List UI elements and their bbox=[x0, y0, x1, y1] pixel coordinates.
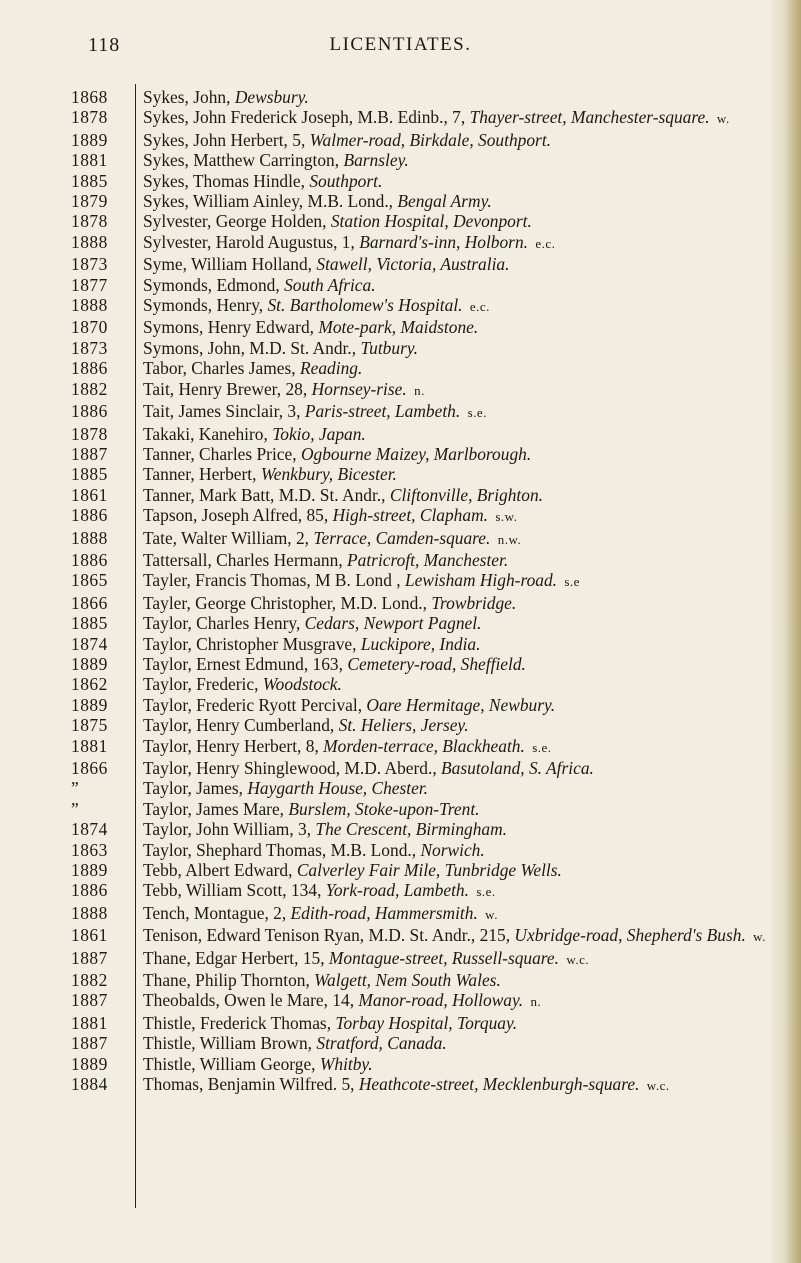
list-item bbox=[0, 948, 790, 970]
entry-district: n. bbox=[530, 994, 542, 1010]
entry-address: Manor-road, Holloway. bbox=[358, 990, 524, 1011]
entry-address: Southport. bbox=[309, 170, 383, 191]
entry-name: Tattersall, Charles Hermann, bbox=[143, 549, 343, 570]
entry-name: Taylor, Frederic Ryott Percival, bbox=[143, 694, 363, 715]
list-item bbox=[0, 191, 790, 211]
entry-name: Thistle, William Brown, bbox=[143, 1033, 313, 1054]
list-item bbox=[0, 593, 790, 613]
entry-year: 1874 bbox=[71, 633, 108, 654]
list-item bbox=[0, 758, 790, 778]
list-item bbox=[0, 485, 790, 505]
entry-district: s.e. bbox=[467, 405, 487, 421]
list-item bbox=[0, 819, 790, 839]
list-item bbox=[0, 171, 790, 191]
entry-name: Tait, James Sinclair, 3, bbox=[143, 401, 301, 422]
entry-year: 1886 bbox=[71, 505, 108, 526]
entry-address: Bengal Army. bbox=[397, 191, 492, 212]
list-item bbox=[0, 1054, 790, 1074]
entry-text bbox=[143, 1074, 801, 1096]
entry-name: Taylor, Shephard Thomas, M.B. Lond., bbox=[143, 839, 417, 860]
entry-name: Sylvester, Harold Augustus, 1, bbox=[143, 231, 355, 252]
list-item bbox=[0, 464, 790, 484]
entry-year: 1865 bbox=[71, 570, 108, 591]
entry-name: Thistle, William George, bbox=[143, 1053, 316, 1074]
entry-year: 1888 bbox=[71, 902, 108, 923]
entry-name: Sykes, Thomas Hindle, bbox=[143, 170, 305, 191]
entry-text bbox=[143, 634, 801, 654]
entry-address: Dewsbury. bbox=[234, 87, 309, 107]
entry-address: Oare Hermitage, Newbury. bbox=[366, 694, 556, 715]
entry-name: Sykes, John, bbox=[143, 87, 231, 107]
entry-name: Sykes, John Herbert, 5, bbox=[143, 129, 306, 150]
entry-text bbox=[143, 1013, 801, 1033]
entry-district: w. bbox=[716, 111, 730, 127]
entry-name: Symonds, Edmond, bbox=[143, 274, 280, 295]
entry-text bbox=[143, 130, 801, 150]
entry-address: Thayer-street, Manchester-square. bbox=[469, 107, 710, 128]
entry-text bbox=[143, 444, 801, 464]
entry-year: 1887 bbox=[71, 947, 108, 968]
entry-year: 1885 bbox=[71, 464, 108, 485]
entry-year: 1885 bbox=[71, 170, 108, 191]
entry-address: Edith-road, Hammersmith. bbox=[290, 902, 478, 923]
list-item bbox=[0, 295, 790, 317]
entry-name: Tayler, Francis Thomas, M B. Lond , bbox=[143, 570, 401, 591]
entry-district: w.c. bbox=[566, 951, 590, 967]
entry-address: Montague-street, Russell-square. bbox=[328, 947, 559, 968]
entry-address: Tutbury. bbox=[360, 337, 418, 358]
entry-address: St. Bartholomew's Hospital. bbox=[267, 295, 463, 316]
list-item bbox=[0, 570, 790, 592]
list-item bbox=[0, 232, 790, 254]
entry-name: Taylor, James Mare, bbox=[143, 798, 285, 819]
entry-text bbox=[143, 505, 801, 527]
entry-text bbox=[143, 948, 801, 970]
entry-address: Hornsey-rise. bbox=[311, 378, 407, 399]
entry-text bbox=[143, 970, 801, 990]
list-item bbox=[0, 695, 790, 715]
entry-district: e.c. bbox=[469, 299, 490, 315]
entry-text bbox=[143, 840, 801, 860]
entry-text bbox=[143, 860, 801, 880]
entry-name: Thane, Edgar Herbert, 15, bbox=[143, 947, 325, 968]
entry-text bbox=[143, 613, 801, 633]
entry-name: Taylor, James, bbox=[143, 778, 243, 799]
entry-year: 1873 bbox=[71, 254, 108, 275]
entry-year: 1870 bbox=[71, 317, 108, 338]
entry-text bbox=[143, 464, 801, 484]
entry-district: n. bbox=[414, 382, 425, 398]
entry-text bbox=[143, 799, 801, 819]
entry-address: Uxbridge-road, Shepherd's Bush. bbox=[514, 925, 746, 946]
list-item bbox=[0, 799, 790, 819]
entry-year: 1889 bbox=[71, 1053, 108, 1074]
entry-text bbox=[143, 990, 801, 1012]
list-item bbox=[0, 275, 790, 295]
entry-address: High-street, Clapham. bbox=[332, 505, 488, 526]
entry-address: York-road, Lambeth. bbox=[325, 880, 469, 901]
entry-text bbox=[143, 778, 801, 798]
entry-address: Stawell, Victoria, Australia. bbox=[316, 254, 510, 275]
entry-name: Sylvester, George Holden, bbox=[143, 211, 327, 232]
entry-address: Trowbridge. bbox=[431, 592, 517, 613]
entry-address: Heathcote-street, Mecklenburgh-square. bbox=[358, 1074, 640, 1095]
entry-name: Thomas, Benjamin Wilfred. 5, bbox=[143, 1074, 355, 1095]
entry-text bbox=[143, 232, 801, 254]
entry-name: Taylor, Henry Herbert, 8, bbox=[143, 735, 319, 756]
list-item bbox=[0, 613, 790, 633]
entry-year: 1861 bbox=[71, 925, 108, 946]
entry-year: 1861 bbox=[71, 484, 108, 505]
entry-district: s.e bbox=[564, 574, 580, 590]
entry-address: Barnsley. bbox=[343, 150, 409, 171]
entry-year: 1873 bbox=[71, 337, 108, 358]
entry-name: Tebb, Albert Edward, bbox=[143, 860, 293, 881]
entry-year: 1882 bbox=[71, 378, 108, 399]
entry-text bbox=[143, 485, 801, 505]
entry-text bbox=[143, 254, 801, 274]
entry-text bbox=[143, 695, 801, 715]
entry-text bbox=[143, 593, 801, 613]
list-item bbox=[0, 550, 790, 570]
licentiates-list bbox=[0, 87, 790, 1097]
entry-year: 1875 bbox=[71, 715, 108, 736]
entry-district: s.w. bbox=[495, 509, 518, 525]
entry-year: 1874 bbox=[71, 819, 108, 840]
entry-district: w.c. bbox=[646, 1078, 670, 1094]
list-item bbox=[0, 654, 790, 674]
list-item bbox=[0, 674, 790, 694]
entry-name: Tait, Henry Brewer, 28, bbox=[143, 378, 308, 399]
entry-name: Thane, Philip Thornton, bbox=[143, 970, 310, 991]
list-item bbox=[0, 1074, 790, 1096]
entry-address: Calverley Fair Mile, Tunbridge Wells. bbox=[296, 860, 562, 881]
entry-district: w. bbox=[485, 906, 498, 922]
entry-text bbox=[143, 736, 801, 758]
entry-address: Basutoland, S. Africa. bbox=[441, 758, 594, 778]
entry-district: e.c. bbox=[535, 235, 556, 251]
entry-name: Taylor, Frederic, bbox=[143, 674, 259, 695]
list-item bbox=[0, 358, 790, 378]
entry-text bbox=[143, 150, 801, 170]
entry-year: 1881 bbox=[71, 150, 108, 171]
entry-name: Theobalds, Owen le Mare, 14, bbox=[143, 990, 355, 1011]
entry-name: Thistle, Frederick Thomas, bbox=[143, 1012, 332, 1033]
entry-year: 1888 bbox=[71, 527, 108, 548]
entry-address: Ogbourne Maizey, Marlborough. bbox=[300, 443, 532, 464]
entry-name: Tabor, Charles James, bbox=[143, 358, 296, 379]
entry-address: Luckipore, India. bbox=[360, 633, 481, 654]
entry-address: Barnard's-inn, Holborn. bbox=[359, 231, 528, 252]
entry-year: ” bbox=[71, 778, 80, 799]
entry-text bbox=[143, 880, 801, 902]
entry-name: Tapson, Joseph Alfred, 85, bbox=[143, 505, 329, 526]
list-item bbox=[0, 880, 790, 902]
list-item bbox=[0, 1033, 790, 1053]
entry-name: Tayler, George Christopher, M.D. Lond., bbox=[143, 592, 427, 613]
entry-address: The Crescent, Birmingham. bbox=[315, 819, 508, 840]
list-item bbox=[0, 860, 790, 880]
entry-year: 1866 bbox=[71, 758, 108, 778]
entry-text bbox=[143, 275, 801, 295]
entry-name: Tenison, Edward Tenison Ryan, M.D. St. Andr., 215, bbox=[143, 925, 511, 946]
entry-address: Norwich. bbox=[420, 839, 485, 860]
entry-year: ” bbox=[71, 798, 80, 819]
entry-year: 1887 bbox=[71, 990, 108, 1011]
entry-year: 1862 bbox=[71, 674, 108, 695]
list-item bbox=[0, 87, 790, 107]
entry-address: Lewisham High-road. bbox=[404, 570, 557, 591]
entry-district: w. bbox=[753, 929, 766, 945]
list-item bbox=[0, 254, 790, 274]
entry-text bbox=[143, 654, 801, 674]
entry-year: 1882 bbox=[71, 970, 108, 991]
entry-address: Mote-park, Maidstone. bbox=[318, 317, 479, 338]
entry-year: 1889 bbox=[71, 694, 108, 715]
entry-year: 1889 bbox=[71, 653, 108, 674]
entry-year: 1886 bbox=[71, 880, 108, 901]
entry-year: 1878 bbox=[71, 211, 108, 232]
entry-year: 1888 bbox=[71, 295, 108, 316]
entry-name: Tanner, Charles Price, bbox=[143, 443, 297, 464]
entry-name: Taylor, Henry Shinglewood, M.D. Aberd., bbox=[143, 758, 437, 778]
entry-address: Cliftonville, Brighton. bbox=[389, 484, 543, 505]
entry-year: 1881 bbox=[71, 735, 108, 756]
entry-address: Morden-terrace, Blackheath. bbox=[323, 735, 525, 756]
entry-year: 1863 bbox=[71, 839, 108, 860]
list-item bbox=[0, 736, 790, 758]
entry-year: 1877 bbox=[71, 274, 108, 295]
entry-address: Walgett, Nem South Wales. bbox=[314, 970, 501, 991]
entry-address: Station Hospital, Devonport. bbox=[330, 211, 532, 232]
entry-name: Taylor, Christopher Musgrave, bbox=[143, 633, 357, 654]
entry-text bbox=[143, 424, 801, 444]
entry-address: Woodstock. bbox=[262, 674, 342, 695]
entry-address: Patricroft, Manchester. bbox=[347, 549, 509, 570]
entry-address: Reading. bbox=[300, 358, 363, 379]
entry-text bbox=[143, 87, 801, 107]
list-item bbox=[0, 150, 790, 170]
entry-year: 1889 bbox=[71, 129, 108, 150]
entry-name: Sykes, John Frederick Joseph, M.B. Edinb., 7, bbox=[143, 107, 466, 128]
page-header bbox=[0, 34, 801, 64]
entry-address: Tokio, Japan. bbox=[272, 423, 366, 444]
entry-address: Walmer-road, Birkdale, Southport. bbox=[309, 129, 551, 150]
entry-name: Tebb, William Scott, 134, bbox=[143, 880, 322, 901]
entry-text bbox=[143, 211, 801, 231]
entry-name: Sykes, William Ainley, M.B. Lond., bbox=[143, 191, 394, 212]
list-item bbox=[0, 990, 790, 1012]
entry-text bbox=[143, 550, 801, 570]
entry-name: Taylor, Charles Henry, bbox=[143, 613, 301, 634]
list-item bbox=[0, 424, 790, 444]
entry-address: Haygarth House, Chester. bbox=[247, 778, 429, 799]
entry-text bbox=[143, 925, 801, 947]
entry-address: South Africa. bbox=[284, 274, 376, 295]
entry-year: 1879 bbox=[71, 191, 108, 212]
list-item bbox=[0, 634, 790, 654]
entry-year: 1885 bbox=[71, 613, 108, 634]
entry-name: Syme, William Holland, bbox=[143, 254, 313, 275]
entry-address: St. Heliers, Jersey. bbox=[338, 715, 469, 736]
entry-year: 1887 bbox=[71, 443, 108, 464]
entry-text bbox=[143, 1054, 801, 1074]
entry-year: 1881 bbox=[71, 1012, 108, 1033]
entry-text bbox=[143, 295, 801, 317]
entry-address: Cedars, Newport Pagnel. bbox=[304, 613, 482, 634]
list-item bbox=[0, 840, 790, 860]
entry-address: Paris-street, Lambeth. bbox=[304, 401, 461, 422]
entry-name: Tanner, Mark Batt, M.D. St. Andr., bbox=[143, 484, 386, 505]
list-item bbox=[0, 338, 790, 358]
entry-text bbox=[143, 338, 801, 358]
entry-name: Takaki, Kanehiro, bbox=[143, 423, 268, 444]
entry-year: 1878 bbox=[71, 107, 108, 128]
list-item bbox=[0, 903, 790, 925]
entry-name: Tanner, Herbert, bbox=[143, 464, 257, 485]
entry-text bbox=[143, 401, 801, 423]
entry-address: Whitby. bbox=[319, 1053, 373, 1074]
entry-address: Cemetery-road, Sheffield. bbox=[347, 653, 526, 674]
entry-text bbox=[143, 570, 801, 592]
list-item bbox=[0, 505, 790, 527]
entry-district: s.e. bbox=[532, 739, 552, 755]
entry-year: 1886 bbox=[71, 549, 108, 570]
entry-year: 1886 bbox=[71, 358, 108, 379]
entry-year: 1878 bbox=[71, 423, 108, 444]
entry-name: Tate, Walter William, 2, bbox=[143, 527, 310, 548]
entry-text bbox=[143, 379, 801, 401]
entry-text bbox=[143, 758, 801, 778]
running-head: LICENTIATES. bbox=[329, 34, 472, 55]
entry-text bbox=[143, 171, 801, 191]
entry-year: 1888 bbox=[71, 231, 108, 252]
list-item bbox=[0, 379, 790, 401]
entry-district: n.w. bbox=[497, 531, 522, 547]
entry-name: Symons, Henry Edward, bbox=[143, 317, 314, 338]
list-item bbox=[0, 778, 790, 798]
list-item bbox=[0, 401, 790, 423]
entry-address: Terrace, Camden-square. bbox=[313, 527, 491, 548]
entry-year: 1868 bbox=[71, 87, 108, 107]
entry-text bbox=[143, 715, 801, 735]
entry-year: 1884 bbox=[71, 1074, 108, 1095]
entry-address: Stratford, Canada. bbox=[316, 1033, 447, 1054]
entry-text bbox=[143, 358, 801, 378]
entry-name: Tench, Montague, 2, bbox=[143, 902, 287, 923]
entry-name: Sykes, Matthew Carrington, bbox=[143, 150, 340, 171]
list-item bbox=[0, 444, 790, 464]
entry-text bbox=[143, 819, 801, 839]
entry-text bbox=[143, 903, 801, 925]
entry-name: Taylor, John William, 3, bbox=[143, 819, 312, 840]
entry-year: 1889 bbox=[71, 860, 108, 881]
entry-address: Wenkbury, Bicester. bbox=[260, 464, 397, 485]
list-item bbox=[0, 925, 790, 947]
entry-name: Taylor, Ernest Edmund, 163, bbox=[143, 653, 343, 674]
list-item bbox=[0, 211, 790, 231]
entry-text bbox=[143, 191, 801, 211]
list-item bbox=[0, 1013, 790, 1033]
entry-text bbox=[143, 528, 801, 550]
entry-year: 1886 bbox=[71, 401, 108, 422]
entry-address: Burslem, Stoke-upon-Trent. bbox=[288, 798, 480, 819]
entry-year: 1887 bbox=[71, 1033, 108, 1054]
list-item bbox=[0, 107, 790, 129]
list-item bbox=[0, 317, 790, 337]
entry-text bbox=[143, 107, 801, 129]
entry-name: Taylor, Henry Cumberland, bbox=[143, 715, 335, 736]
entry-text bbox=[143, 317, 801, 337]
list-item bbox=[0, 528, 790, 550]
entry-name: Symons, John, M.D. St. Andr., bbox=[143, 337, 357, 358]
entry-district: s.e. bbox=[476, 884, 496, 900]
entry-year: 1866 bbox=[71, 592, 108, 613]
list-item bbox=[0, 970, 790, 990]
page-number: 118 bbox=[88, 34, 121, 56]
entry-address: Torbay Hospital, Torquay. bbox=[335, 1012, 518, 1033]
entry-name: Symonds, Henry, bbox=[143, 295, 264, 316]
list-item bbox=[0, 130, 790, 150]
entry-text bbox=[143, 1033, 801, 1053]
list-item bbox=[0, 715, 790, 735]
entry-text bbox=[143, 674, 801, 694]
